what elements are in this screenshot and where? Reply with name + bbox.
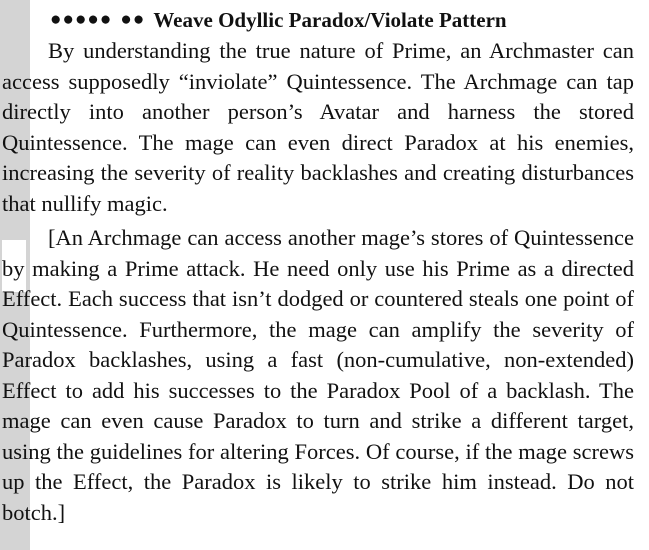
- section-heading: [2, 4, 634, 36]
- paragraph-intro: By understanding the true nature of Prime, an Archmaster can access supposedly “inviolate” Quintessence. The Archmage can tap directly into another person’s Avatar and harness the stored Quintessence. The mage can even direct Paradox at his enemies, increasing the severity of reality backlashes and creating disturbances that nullify magic.: [2, 38, 634, 216]
- rating-dots: [50, 5, 145, 36]
- rating-dots-secondary: ●●: [120, 8, 146, 30]
- rating-dots-primary: ●●●●●: [50, 8, 113, 30]
- section-title: Weave Odyllic Paradox/Violate Pattern: [153, 7, 507, 32]
- document-page: [2, 4, 634, 528]
- paragraph-rules: [An Archmage can access another mage’s stores of Quintessence by making a Prime attack. He need only use his Prime as a directed Effect. Each success that isn’t dodged or countered steals one point of Quintessence. Furthermore, the mage can amplify the severity of Paradox backlashes, using a fast (non-cumulative, non-extended) Effect to add his successes to the Paradox Pool of a backlash. The mage can even cause Paradox to turn and strike a different target, using the guidelines for altering Forces. Of course, if the mage screws up the Effect, the Paradox is likely to strike him instead. Do not botch.]: [2, 225, 634, 525]
